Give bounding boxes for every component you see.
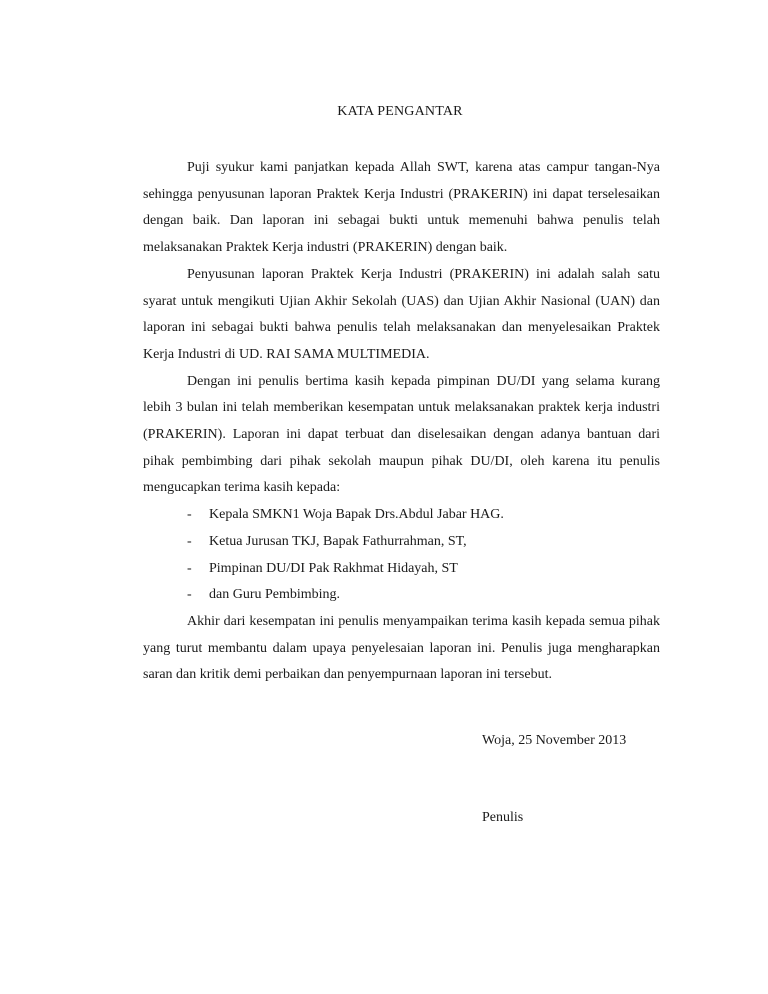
list-marker: - [187,560,192,576]
paragraph-2: Penyusunan laporan Praktek Kerja Industri (PRAKERIN) ini adalah salah satu syarat untuk mengikuti Ujian Akhir Sekolah (UAS) dan Ujian Akhir Nasional (UAN) dan laporan ini sebagai bukti bahwa penulis telah melaksanakan dan menyelesaikan Praktek Kerja Industri di UD. RAI SAMA MULTIMEDIA. [143,266,660,362]
list-marker: - [187,587,192,603]
list-marker: - [187,533,192,549]
list-item [143,502,660,529]
paragraph-3: Dengan ini penulis bertima kasih kepada pimpinan DU/DI yang selama kurang lebih 3 bulan ini telah memberikan kesempatan untuk melaksanakan praktek kerja industri (PRAKERIN). Laporan ini dapat terbuat dan diselesaikan dengan adanya bantuan dari pihak pembimbing dari pihak sekolah maupun pihak DU/DI, oleh karena itu penulis mengucapkan terima kasih kepada: [143,373,660,496]
list-marker: - [187,507,192,523]
list-item [143,529,660,556]
list-item [143,582,660,609]
paragraph-1: Puji syukur kami panjatkan kepada Allah SWT, karena atas campur tangan-Nya sehingga penyusunan laporan Praktek Kerja Industri (PRAKERIN) ini dapat terselesaikan dengan baik. Dan laporan ini sebagai bukti untuk memenuhi bahwa penulis telah melaksanakan Praktek Kerja industri (PRAKERIN) dengan baik. [143,160,660,256]
list-item [143,556,660,583]
document-title: KATA PENGANTAR [337,104,463,119]
acknowledgement-list [143,502,660,609]
closing-paragraph: Akhir dari kesempatan ini penulis menyampaikan terima kasih kepada semua pihak yang turut membantu dalam upaya penyelesaian laporan ini. Penulis juga mengharapkan saran dan kritik demi perbaikan dan penyempurnaan laporan ini tersebut. [143,613,660,683]
list-item-text: Ketua Jurusan TKJ, Bapak Fathurrahman, ST, [209,533,467,549]
list-item-text: dan Guru Pembimbing. [209,587,341,603]
document-body [143,155,660,689]
signature-label: Penulis [482,810,524,825]
list-item-text: Kepala SMKN1 Woja Bapak Drs.Abdul Jabar HAG. [209,507,504,523]
list-item-text: Pimpinan DU/DI Pak Rakhmat Hidayah, ST [209,560,458,576]
date-line: Woja, 25 November 2013 [482,733,627,748]
